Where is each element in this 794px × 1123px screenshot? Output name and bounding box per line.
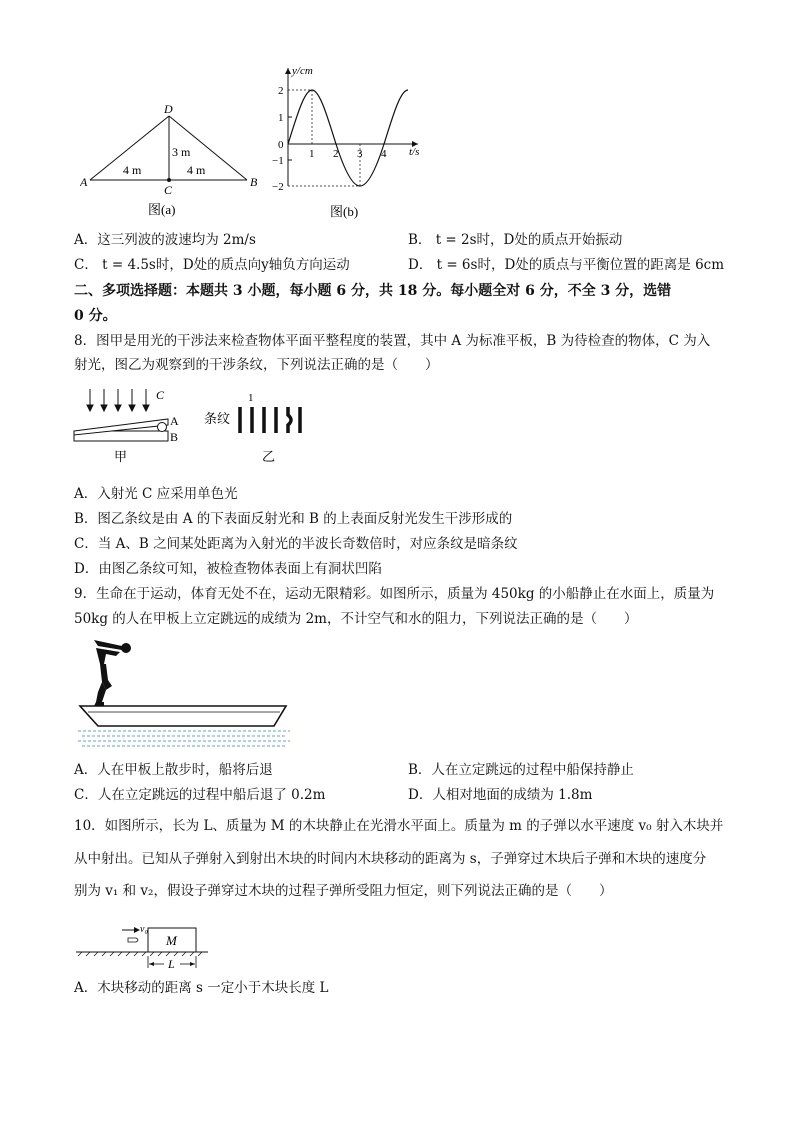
- q9-option-d: D．人相对地面的成绩为 1.8m: [408, 787, 593, 803]
- figure-b-wave: [268, 62, 428, 220]
- q9-stem-line1: 9．生命在于运动，体育无处不在，运动无限精彩。如图所示，质量为 450kg 的小船静止在水面上，质量为: [74, 586, 715, 602]
- figure-yi-caption: 乙: [262, 449, 276, 464]
- plate-b-label: B: [170, 430, 179, 444]
- q8-option-b: B．图乙条纹是由 A 的下表面反射光和 B 的上表面反射光发生干涉形成的: [74, 511, 513, 527]
- x-tick-1: 1: [309, 148, 315, 160]
- q8-stem-line1: 8．图甲是用光的干涉法来检查物体平面平整程度的装置，其中 A 为标准平板，B 为待检查的物体，C 为入: [74, 333, 711, 349]
- x-tick-2: 2: [333, 148, 339, 160]
- q10-option-a: A．木块移动的距离 s 一定小于木块长度 L: [74, 980, 329, 996]
- block-m-label: M: [166, 933, 177, 948]
- q8-stem-line2: 射光，图乙为观察到的干涉条纹，下列说法正确的是（ ）: [74, 357, 439, 373]
- length-cd-label: 3 m: [172, 145, 191, 159]
- length-ac-label: 4 m: [123, 163, 142, 177]
- q8-figure-yi: [200, 385, 320, 465]
- point-a-label: A: [80, 175, 88, 189]
- q9-option-b: B．人在立定跳远的过程中船保持静止: [408, 762, 634, 778]
- q10-stem-line3: 别为 v₁ 和 v₂，假设子弹穿过木块的过程子弹所受阻力恒定，则下列说法正确的是（ ）: [74, 883, 613, 899]
- figure-a-caption: 图(a): [148, 202, 176, 217]
- figure-jia-caption: 甲: [114, 449, 128, 464]
- q7-option-d: D． t = 6s时，D处的质点与平衡位置的距离是 6cm: [408, 257, 725, 273]
- y-tick-0: 0: [278, 139, 284, 151]
- x-tick-4: 4: [381, 148, 387, 160]
- section-2-heading: 二、多项选择题：本题共 3 小题，每小题 6 分，共 18 分。每小题全对 6 分，不全 3 分，选错: [74, 283, 672, 299]
- x-tick-3: 3: [357, 148, 363, 160]
- figure-a-triangle: [80, 98, 260, 220]
- section-2-heading-cont: 0 分。: [74, 308, 117, 324]
- q9-option-c: C．人在立定跳远的过程中船后退了 0.2m: [74, 787, 326, 803]
- q8-figure-jia: [70, 385, 190, 465]
- q7-option-c: C． t = 4.5s时，D处的质点向y轴负方向运动: [74, 257, 350, 273]
- q8-option-c: C．当 A、B 之间某处距离为入射光的半波长奇数倍时，对应条纹是暗条纹: [74, 536, 518, 552]
- q9-stem-line2: 50kg 的人在甲板上立定跳远的成绩为 2m，不计空气和水的阻力，下列说法正确的是（ ）: [74, 611, 638, 627]
- point-d-label: D: [164, 102, 173, 116]
- q9-boat-figure: [76, 634, 292, 752]
- y-tick-1: 1: [278, 112, 284, 124]
- q10-stem-line2: 从中射出。已知从子弹射入到射出木块的时间内木块移动的距离为 s，子弹穿过木块后子弹和木块的速度分: [74, 851, 707, 867]
- point-c-label: C: [164, 183, 173, 197]
- q7-option-b: B． t = 2s时，D处的质点开始振动: [408, 232, 623, 248]
- y-axis-label: y/cm: [292, 65, 313, 77]
- point-b-label: B: [250, 175, 258, 189]
- figure-b-caption: 图(b): [330, 204, 359, 219]
- x-axis-label: t/s: [409, 146, 420, 158]
- y-tick-neg1: −1: [272, 155, 284, 167]
- q10-block-figure: [72, 920, 212, 972]
- incident-light-c-label: C: [156, 388, 165, 402]
- velocity-v0-label: v₀: [140, 924, 148, 935]
- fringe-mark-label: 1: [248, 392, 254, 404]
- q8-option-a: A．入射光 C 应采用单色光: [74, 486, 238, 502]
- q7-option-a: A．这三列波的波速均为 2m/s: [74, 232, 256, 248]
- y-tick-neg2: −2: [272, 181, 284, 193]
- fringe-label: 条纹: [204, 411, 231, 426]
- y-tick-2: 2: [278, 85, 284, 97]
- length-l-label: L: [168, 957, 175, 971]
- q10-stem-line1: 10．如图所示，长为 L、质量为 M 的木块静止在光滑水平面上。质量为 m 的子弹以水平速度 v₀ 射入木块并: [74, 818, 724, 834]
- q8-option-d: D．由图乙条纹可知，被检查物体表面上有洞状凹陷: [74, 561, 382, 577]
- plate-a-label: A: [170, 414, 179, 428]
- length-cb-label: 4 m: [187, 163, 206, 177]
- q9-option-a: A．人在甲板上散步时，船将后退: [74, 762, 273, 778]
